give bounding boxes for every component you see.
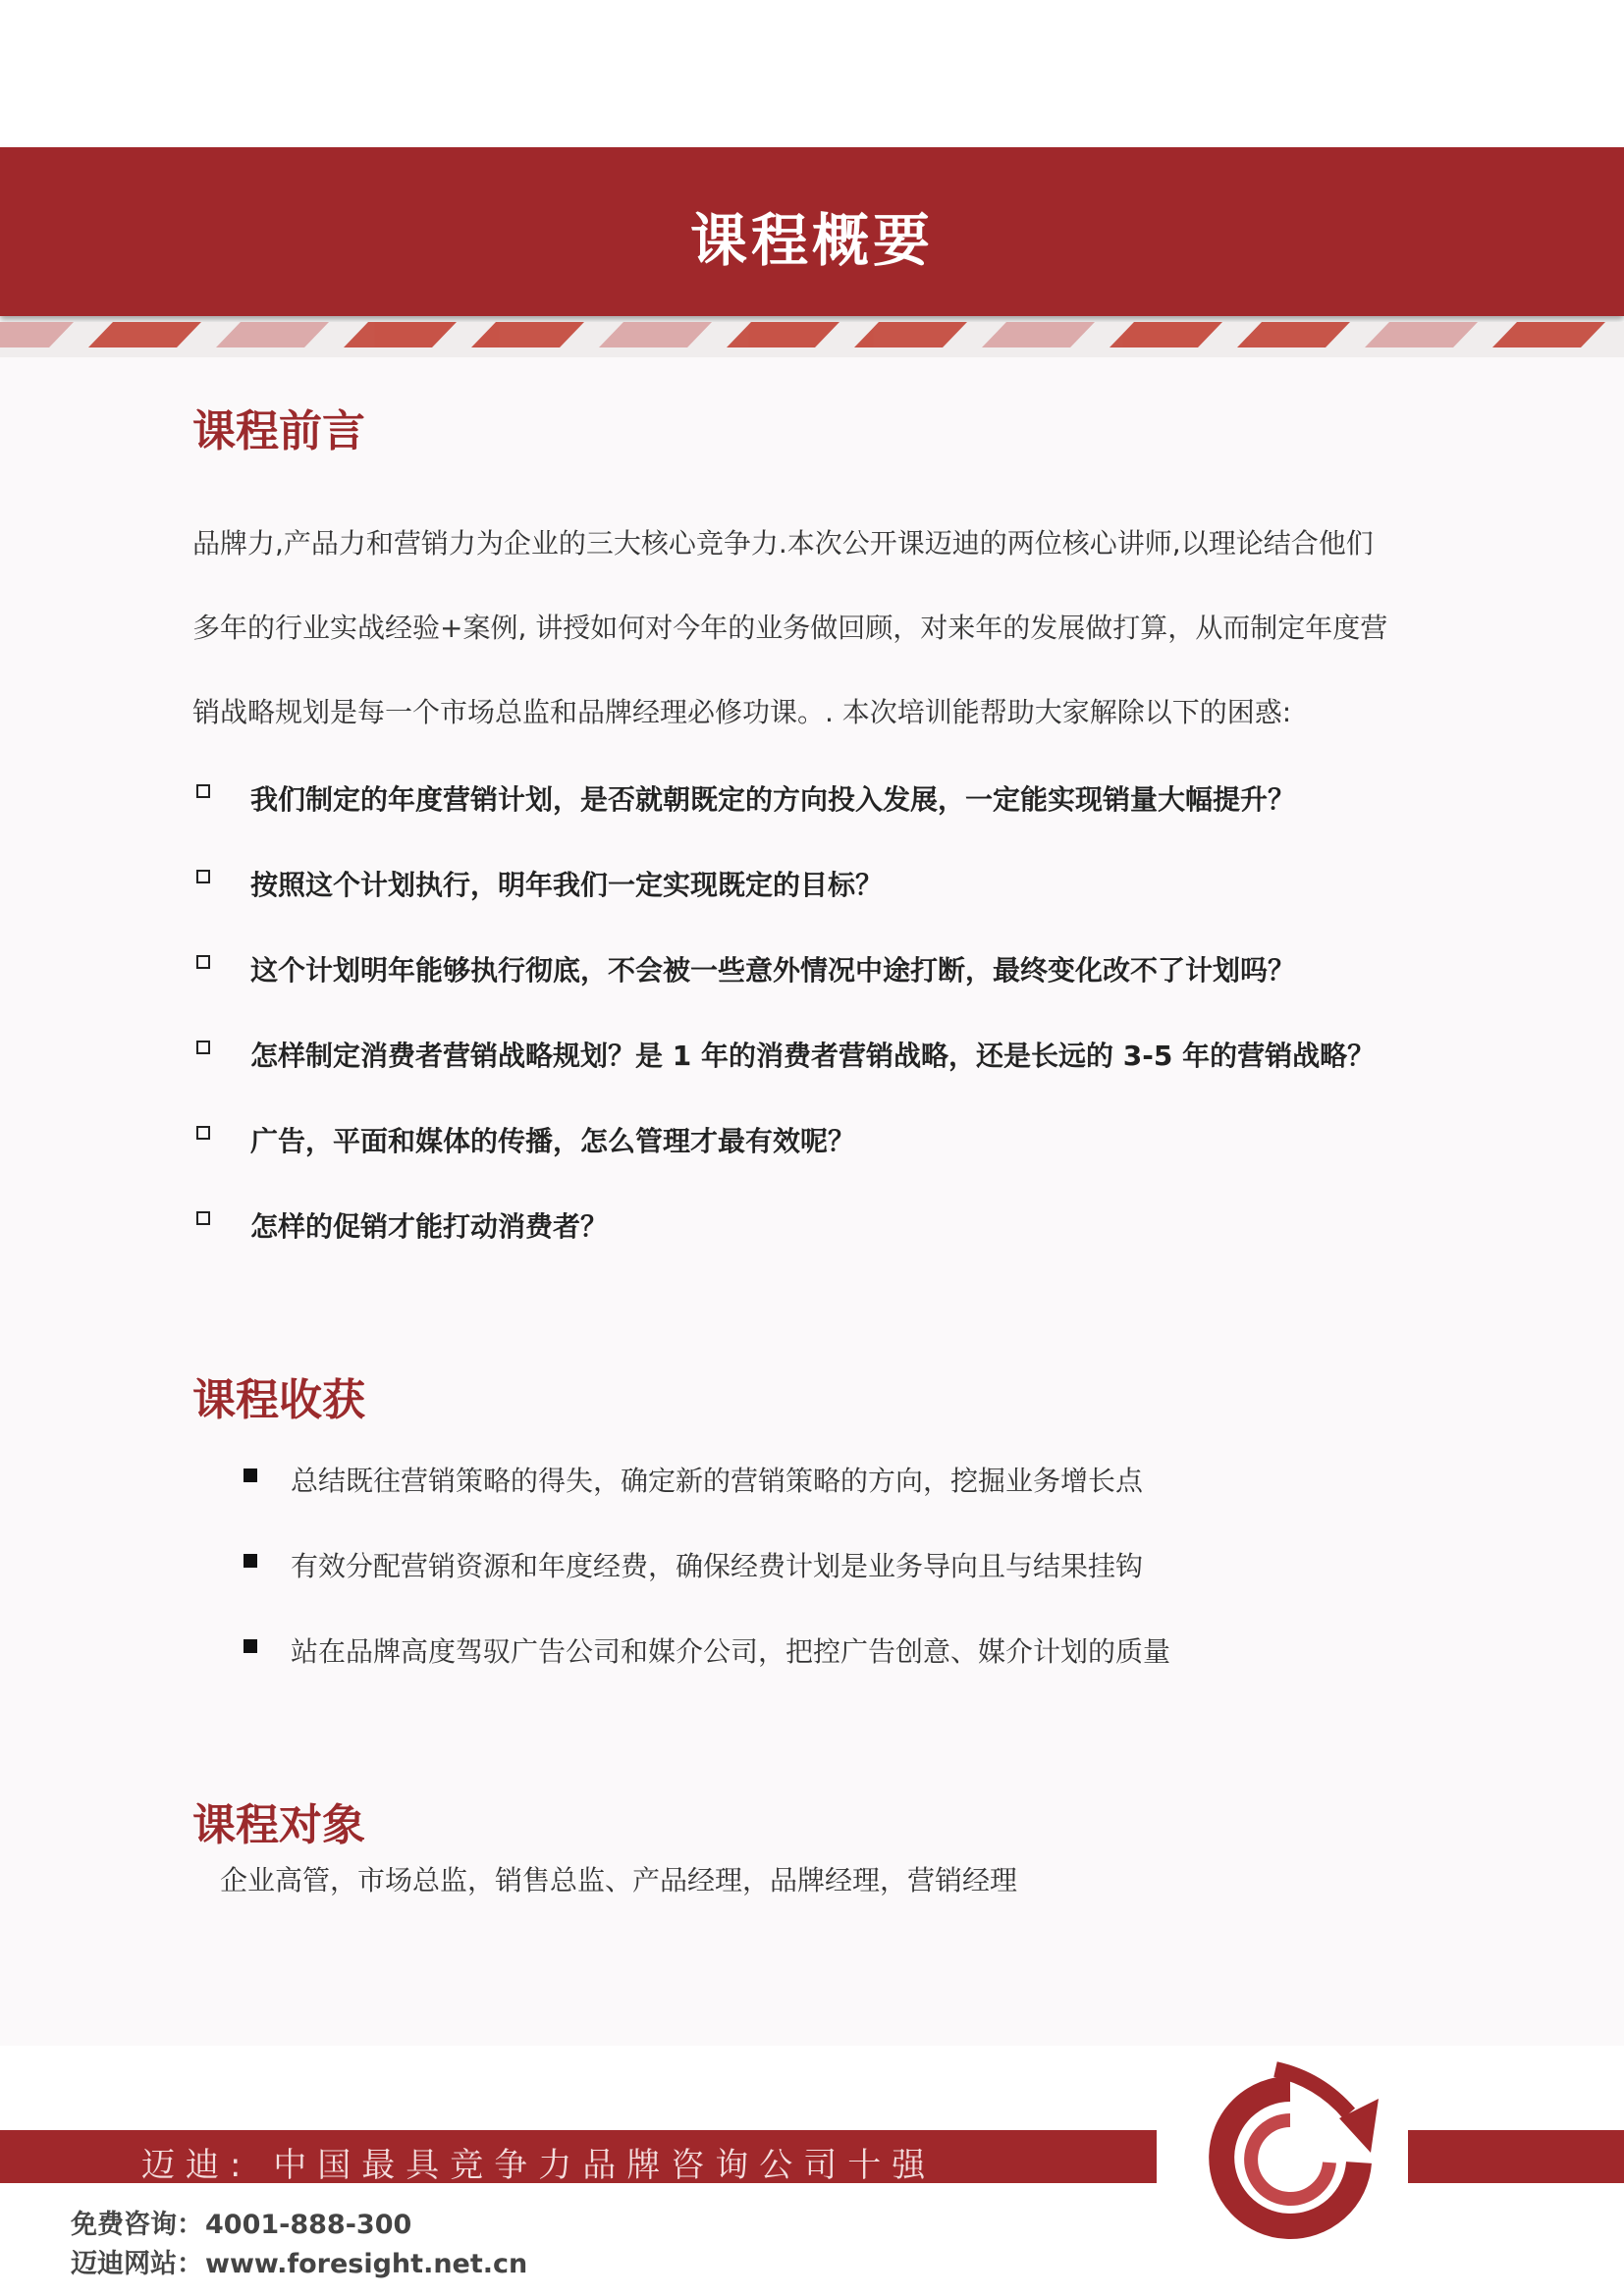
section-title-gains: 课程收获 (192, 1375, 365, 1425)
checkbox-square-icon (196, 1211, 210, 1225)
checkbox-square-icon (196, 784, 210, 798)
section-title-preface: 课程前言 (192, 406, 365, 456)
section-title-audience: 课程对象 (192, 1800, 365, 1850)
foresight-logo-icon (1192, 2059, 1388, 2256)
question-text: 怎样的促销才能打动消费者？ (250, 1210, 609, 1243)
question-text: 按照这个计划执行，明年我们一定实现既定的目标？ (250, 869, 884, 901)
question-text: 广告，平面和媒体的传播，怎么管理才最有效呢？ (250, 1125, 856, 1157)
footer-phone (71, 2203, 413, 2241)
footer-website (71, 2242, 529, 2280)
bullet-square-icon (244, 1554, 257, 1568)
gain-text: 总结既往营销策略的得失，确定新的营销策略的方向，挖掘业务增长点 (291, 1465, 1144, 1497)
phone-number: 4001-888-300 (205, 2210, 412, 2240)
audience-text: 企业高管，市场总监，销售总监、产品经理，品牌经理，营销经理 (220, 1864, 1018, 1896)
header-stripe-decoration (0, 322, 1624, 357)
question-text: 我们制定的年度营销计划，是否就朝既定的方向投入发展，一定能实现销量大幅提升？ (250, 783, 1296, 816)
stripe-pattern (0, 322, 1624, 357)
preface-line-3: 销战略规划是每一个市场总监和品牌经理必修功课。. 本次培训能帮助大家解除以下的困惑: (192, 696, 1292, 728)
phone-label: 免费咨询： (71, 2210, 203, 2240)
gain-text: 站在品牌高度驾驭广告公司和媒介公司，把控广告创意、媒介计划的质量 (291, 1635, 1171, 1668)
preface-line-2: 多年的行业实战经验+案例, 讲授如何对今年的业务做回顾，对来年的发展做打算，从而制定年度营 (192, 612, 1388, 644)
checkbox-square-icon (196, 1041, 210, 1054)
checkbox-square-icon (196, 955, 210, 969)
footer-slogan: 迈迪: 中国最具竞争力品牌咨询公司十强 (141, 2146, 937, 2185)
website-url[interactable]: www.foresight.net.cn (205, 2249, 528, 2279)
gain-text: 有效分配营销资源和年度经费，确保经费计划是业务导向且与结果挂钩 (291, 1550, 1144, 1582)
website-label: 迈迪网站： (71, 2249, 203, 2279)
question-text: 怎样制定消费者营销战略规划？是 1 年的消费者营销战略，还是长远的 3-5 年的营销战略？ (250, 1040, 1376, 1072)
footer-band-right (1408, 2130, 1624, 2183)
preface-line-1: 品牌力,产品力和营销力为企业的三大核心竞争力.本次公开课迈迪的两位核心讲师,以理论结合他们 (192, 527, 1374, 560)
bullet-square-icon (244, 1468, 257, 1482)
checkbox-square-icon (196, 870, 210, 883)
checkbox-square-icon (196, 1126, 210, 1140)
bullet-square-icon (244, 1639, 257, 1653)
question-text: 这个计划明年能够执行彻底，不会被一些意外情况中途打断，最终变化改不了计划吗？ (250, 954, 1296, 987)
page-title: 课程概要 (689, 207, 934, 274)
